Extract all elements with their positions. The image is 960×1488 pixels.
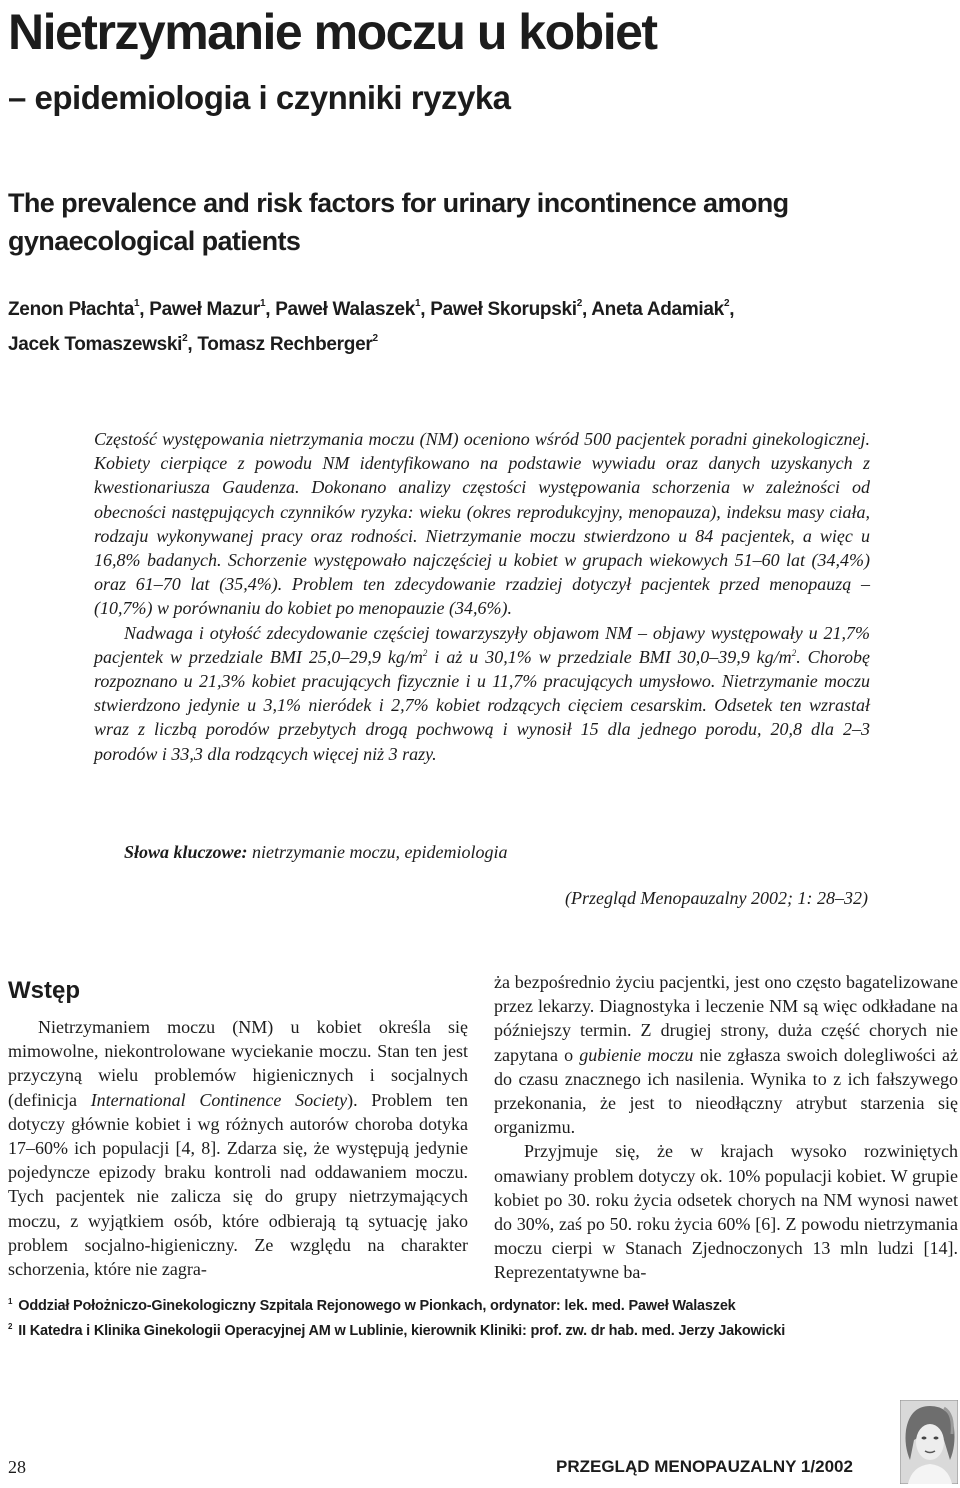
abstract-paragraph-2: Nadwaga i otyłość zdecydowanie częściej towarzyszyły objawom NM – objawy występowały u 21,7% pacjentek w przedziale BMI 25,0–29,9 $kg/m^2$ i aż u 30,1% w przedziale BMI 30,0–39,9 $kg/m^2$. Chorobę rozpoznano u 21,3% kobiet pracujących fizycznie i u 11,7% pracujących umysłowo. Nietrzymanie moczu stwierdzono jedynie u 3,1% nieródek i 2,7% kobiet rodzących cięciem cesarskim. Odsetek ten wzrastał wraz z liczbą porodów przebytych drogą pochwową i wynosił 15 dla jednego porodu, 20,8 dla 2–3 porodów i 33,3 dla rodzących więcej niż 3 razy. [94, 622, 871, 764]
abstract [94, 427, 870, 766]
footnote-1: $^1$ Oddział Położniczo-Ginekologiczny Szpitala Rejonowego w Pionkach, ordynator: lek. med. Paweł Walaszek [8, 1297, 736, 1314]
author-list [8, 292, 908, 362]
journal-name: PRZEGLĄD MENOPAUZALNY 1/2002 [556, 1457, 853, 1476]
author: Paweł Mazur$^1$, [149, 298, 276, 320]
body-paragraph: ża bezpośrednio życiu pacjentki, jest ono często bagatelizowane przez lekarzy. Diagnostyka i leczenie NM są więc odkładane na późniejszy termin. Z drugiej strony, duża część chorych nie zapytana o gubienie moczu nie zgłasza swoich dolegliwości aż do czasu znacznego ich nasilenia. Wynika to z ich fałszywego przekonania, że jest to nieodłączny atrybut starzenia się organizmu. [494, 972, 958, 1138]
section-heading: Wstęp [8, 977, 80, 1004]
body-paragraph: Przyjmuje się, że w krajach wysoko rozwiniętych omawiany problem dotyczy ok. 10% populacji kobiet. W grupie kobiet po 30. roku życia odsetek chorych na NM wynosi nawet do 30%, zaś po 50. roku życia 60% [6]. Z powodu nietrzymania moczu cierpi w Stanach Zjednoczonych 13 mln ludzi [14]. Reprezentatywne ba- [494, 1141, 958, 1283]
author: Tomasz Rechberger$^2$ [197, 333, 378, 355]
author: Paweł Walaszek$^1$, [275, 298, 431, 320]
page-number: 28 [8, 1457, 26, 1477]
article-subtitle: – epidemiologia i czynniki ryzyka [8, 79, 511, 116]
abstract-paragraph-1: Częstość występowania nietrzymania moczu (NM) oceniono wśród 500 pacjentek poradni ginekologicznej. Kobiety cierpiące z powodu NM identyfikowano na podstawie wywiadu oraz danych uzyskanych z kwestionariusza Gaudenza. Dokonano analizy częstości występowania schorzenia w zależności od obecności następujących czynników ryzyka: wieku (okres reprodukcyjny, menopauza), indeksu masy ciała, rodzaju wykonywanej pracy oraz rodności. Nietrzymanie moczu stwierdzono u 84 pacjentek, a więc u 16,8% badanych. Schorzenie występowało najczęściej u kobiet w grupach wiekowych 51–60 lat (34,4%) oraz 61–70 lat (35,4%). Problem ten zdecydowanie rzadziej dotyczył pacjentek przed menopauzą – (10,7%) w porównaniu do kobiet po menopauzie (34,6%). [94, 429, 870, 619]
article-title: Nietrzymanie moczu u kobiet [8, 4, 657, 60]
portrait-image [900, 1400, 958, 1484]
body-column-right [494, 970, 958, 1285]
body-column-left [8, 1015, 468, 1281]
keywords [124, 840, 507, 864]
english-title: The prevalence and risk factors for urinary incontinence among gynaecological patients [8, 188, 789, 256]
body-paragraph: Nietrzymaniem moczu (NM) u kobiet określa się mimowolne, niekontrolowane wyciekanie moczu. Stan ten jest przyczyną wielu problemów higienicznych i socjalnych (definicja International Continence Society). Problem ten dotyczy głównie kobiet i wg różnych autorów choroba dotyka 17–60% ich populacji [4, 8]. Zdarza się, że występują jedynie pojedyncze epizody braku kontroli nad oddawaniem moczu. Tych pacjentek nie zalicza się do grupy nietrzymających moczu, z wyjątkiem osób, które odbierają tą sytuację jako problem socjalno-higieniczny. Ze względu na charakter schorzenia, które nie zagra- [8, 1017, 469, 1280]
author: Paweł Skorupski$^2$, [430, 298, 592, 320]
keywords-label: Słowa kluczowe: [124, 842, 248, 862]
citation: (Przegląd Menopauzalny 2002; 1: 28–32) [565, 888, 868, 908]
author: Aneta Adamiak$^2$, [591, 298, 735, 320]
author: Jacek Tomaszewski$^2$, [8, 333, 198, 355]
footnote-2: $^2$ II Katedra i Klinika Ginekologii Operacyjnej AM w Lublinie, kierownik Kliniki: prof. zw. dr hab. med. Jerzy Jakowicki [8, 1322, 786, 1339]
keywords-text: nietrzymanie moczu, epidemiologia [247, 842, 508, 862]
author: Zenon Płachta$^1$, [8, 298, 150, 320]
